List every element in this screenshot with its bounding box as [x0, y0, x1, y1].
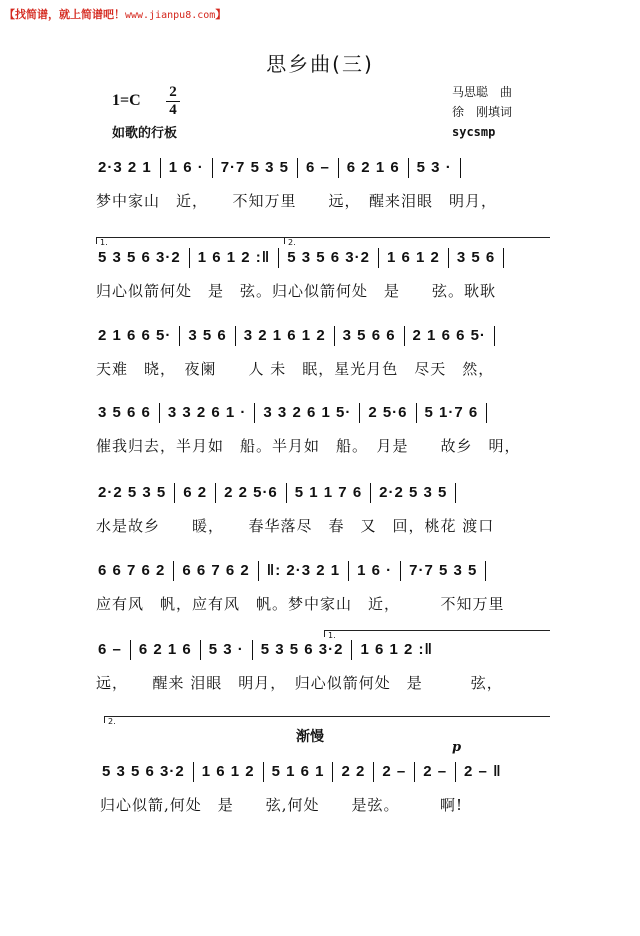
- barline: [235, 326, 236, 346]
- lyrics-line: 催我归去，半月如 船。半月如 船。 月是 故乡 明，: [96, 437, 521, 455]
- measure: 2 5·6: [368, 403, 408, 421]
- volta-bracket-2: [104, 716, 550, 726]
- notation-line: [96, 640, 556, 670]
- measure: 2·2 5 3 5: [98, 483, 167, 501]
- volta-label: 2.: [288, 238, 296, 247]
- barline: [460, 158, 461, 178]
- barline: [486, 403, 487, 423]
- barline: [503, 248, 504, 268]
- measure: 2 – ‖: [464, 762, 502, 780]
- measure: 1 6 1 2 :‖: [360, 640, 433, 658]
- measure: 2 2: [341, 762, 366, 780]
- volta-label: 1.: [100, 238, 108, 247]
- lyrics-line: 远， 醒来 泪眼 明月， 归心似箭何处 是 弦，: [96, 674, 503, 692]
- measure: 5 3 ·: [416, 158, 452, 176]
- barline: [179, 326, 180, 346]
- credits: [452, 82, 512, 142]
- time-signature-bottom: 4: [166, 101, 180, 119]
- barline: [130, 640, 131, 660]
- key-signature: 1=C: [112, 92, 141, 109]
- measure: 6 2: [183, 483, 208, 501]
- barline: [416, 403, 417, 423]
- barline: [338, 158, 339, 178]
- measure: 2 2 5·6: [224, 483, 278, 501]
- notation-line: [96, 248, 556, 278]
- measure: 6 2 1 6: [138, 640, 192, 658]
- measure: 3 3 2 6 1 ·: [167, 403, 247, 421]
- measure: 2·2 5 3 5: [379, 483, 448, 501]
- barline: [286, 483, 287, 503]
- barline: [485, 561, 486, 581]
- barline: [370, 483, 371, 503]
- barline: [373, 762, 374, 782]
- barline: [252, 640, 253, 660]
- notation-line: [96, 403, 556, 433]
- watermark: [4, 6, 226, 22]
- barline: [455, 483, 456, 503]
- barline: [334, 326, 335, 346]
- watermark-bracket: 】: [215, 8, 227, 21]
- volta-label: 2.: [108, 717, 116, 726]
- barline: [215, 483, 216, 503]
- measure: 3 3 2 6 1 5·: [263, 403, 352, 421]
- notation-line: [100, 762, 560, 792]
- measure: 7·7 5 3 5: [220, 158, 289, 176]
- barline: [159, 403, 160, 423]
- measure: 6 –: [98, 640, 122, 658]
- measure: 1 6 1 2: [201, 762, 255, 780]
- measure: 2 1 6 6 5·: [412, 326, 486, 344]
- measure: 1 6 1 2 :‖: [197, 248, 271, 266]
- barline: [212, 158, 213, 178]
- lyrics-line: 应有风 帆，应有风 帆。梦中家山 近， 不知万里: [96, 595, 505, 613]
- barline: [378, 248, 379, 268]
- notation-line: [96, 483, 556, 513]
- measure: 3 5 6: [456, 248, 496, 266]
- lyrics-line: 归心似箭,何处 是 弦,何处 是弦。 啊!: [100, 796, 464, 814]
- volta-label: 1.: [328, 631, 336, 640]
- measure: 6 –: [305, 158, 330, 176]
- barline: [455, 762, 456, 782]
- measure: 3 5 6 6: [342, 326, 396, 344]
- watermark-url[interactable]: www.jianpu8.com: [125, 10, 216, 21]
- measure: 5 1·7 6: [424, 403, 479, 421]
- barline: [254, 403, 255, 423]
- barline: [332, 762, 333, 782]
- lyricist: 徐 刚填词: [452, 105, 513, 119]
- measure: ‖: 2·3 2 1: [266, 561, 341, 579]
- measure: 3 5 6: [188, 326, 227, 344]
- lyrics-line: 水是故乡 暖， 春华落尽 春 又 回，桃花 渡口: [96, 517, 495, 535]
- barline: [400, 561, 401, 581]
- lyrics-line: 归心似箭何处 是 弦。归心似箭何处 是 弦。耿耿: [96, 282, 497, 300]
- barline: [359, 403, 360, 423]
- barline: [263, 762, 264, 782]
- measure: 5 3 5 6 3·2: [260, 640, 344, 658]
- transcriber: sycsmp: [452, 125, 496, 139]
- barline: [414, 762, 415, 782]
- lyrics-line: 梦中家山 近， 不知万里 远， 醒来泪眼 明月，: [96, 192, 498, 210]
- lyrics-line: 天难 晓， 夜阑 人 未 眠，星光月色 尽天 然，: [96, 360, 495, 378]
- measure: 5 1 6 1: [271, 762, 325, 780]
- measure: 6 6 7 6 2: [98, 561, 166, 579]
- notation-line: [96, 561, 556, 591]
- volta-bracket-1: [96, 237, 296, 247]
- barline: [200, 640, 201, 660]
- measure: 1 6 ·: [357, 561, 393, 579]
- measure: 2 1 6 6 5·: [98, 326, 172, 344]
- volta-bracket-2: [284, 237, 550, 247]
- barline: [160, 158, 161, 178]
- measure: 5 3 5 6 3·2: [287, 248, 370, 266]
- measure: 7·7 5 3 5: [409, 561, 478, 579]
- measure: 5 1 1 7 6: [294, 483, 363, 501]
- measure: 1 6 1 2: [386, 248, 440, 266]
- barline: [189, 248, 190, 268]
- measure: 2 –: [382, 762, 407, 780]
- measure: 6 2 1 6: [346, 158, 400, 176]
- barline: [448, 248, 449, 268]
- measure: 3 2 1 6 1 2: [243, 326, 326, 344]
- measure: 3 5 6 6: [98, 403, 151, 421]
- barline: [351, 640, 352, 660]
- barline: [404, 326, 405, 346]
- dynamic-marking: p: [452, 740, 462, 755]
- measure: 6 6 7 6 2: [182, 561, 250, 579]
- measure: 2 –: [423, 762, 448, 780]
- barline: [408, 158, 409, 178]
- barline: [174, 483, 175, 503]
- time-signature-top: 2: [169, 84, 177, 100]
- score-title: 思乡曲(三): [266, 52, 374, 76]
- measure: 5 3 5 6 3·2: [98, 248, 181, 266]
- ritardando-marking: 渐慢: [296, 729, 324, 745]
- barline: [278, 248, 279, 268]
- time-signature: [166, 84, 180, 119]
- barline: [348, 561, 349, 581]
- measure: 2·3 2 1: [98, 158, 152, 176]
- notation-line: [96, 326, 556, 356]
- measure: 5 3 ·: [208, 640, 244, 658]
- barline: [193, 762, 194, 782]
- measure: 1 6 ·: [168, 158, 204, 176]
- composer: 马思聪 曲: [452, 85, 513, 99]
- volta-bracket-1: [324, 630, 550, 640]
- barline: [173, 561, 174, 581]
- notation-line: [96, 158, 556, 188]
- barline: [297, 158, 298, 178]
- measure: 5 3 5 6 3·2: [102, 762, 185, 780]
- barline: [258, 561, 259, 581]
- tempo-marking: 如歌的行板: [112, 126, 178, 141]
- barline: [494, 326, 495, 346]
- watermark-text: 【找简谱，就上简谱吧！: [4, 8, 125, 21]
